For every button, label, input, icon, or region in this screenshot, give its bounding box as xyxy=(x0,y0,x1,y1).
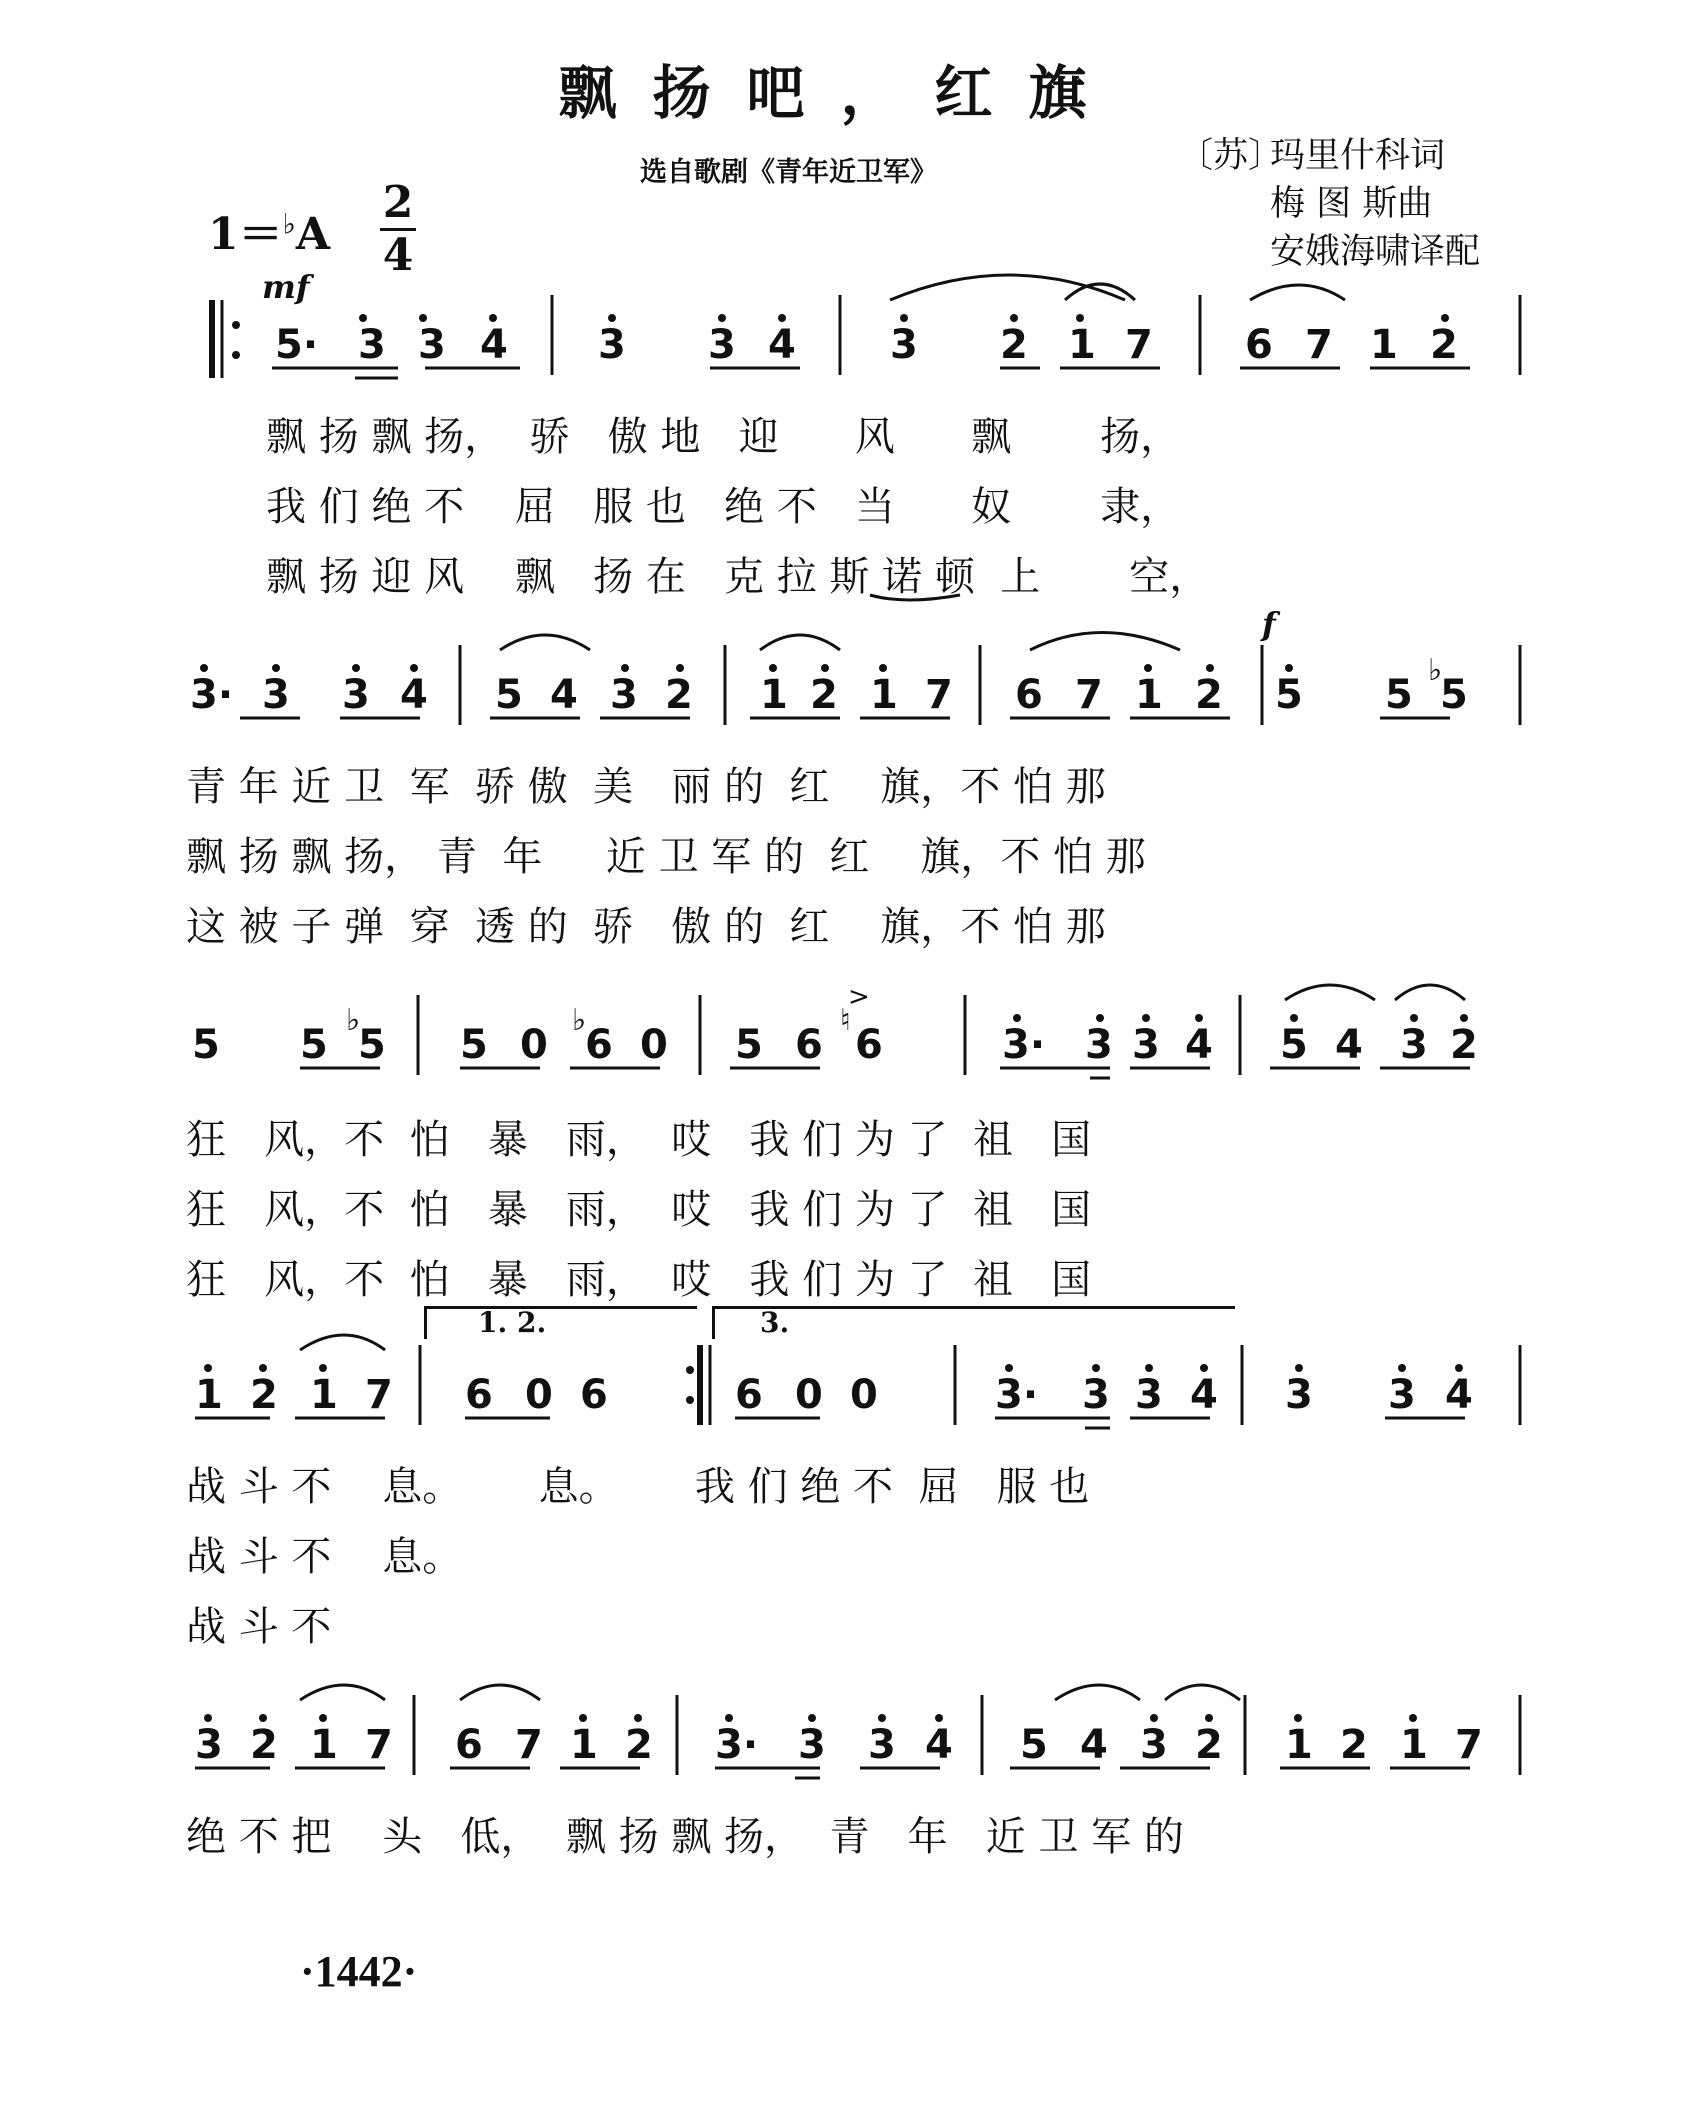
svg-text:5: 5 xyxy=(358,1022,386,1068)
key-signature: 1＝♭A xyxy=(208,207,330,260)
svg-text:3·: 3· xyxy=(190,672,234,718)
svg-text:4: 4 xyxy=(1190,1372,1218,1418)
svg-text:4: 4 xyxy=(768,322,796,368)
svg-text:0: 0 xyxy=(520,1022,548,1068)
svg-text:2: 2 xyxy=(665,672,693,718)
svg-text:4: 4 xyxy=(1185,1022,1213,1068)
second-ending-label: 3. xyxy=(760,1306,790,1339)
svg-text:5: 5 xyxy=(735,1022,763,1068)
translator-credit: 安娥海啸译配 xyxy=(1270,232,1481,272)
first-ending-label: 1. 2. xyxy=(478,1306,547,1339)
svg-text:6: 6 xyxy=(585,1022,613,1068)
svg-text:4: 4 xyxy=(1335,1022,1363,1068)
svg-text:5: 5 xyxy=(1020,1722,1048,1768)
time-signature: 2 4 xyxy=(380,180,416,279)
svg-text:3: 3 xyxy=(1400,1022,1428,1068)
svg-text:6: 6 xyxy=(735,1372,763,1418)
svg-text:3: 3 xyxy=(708,322,736,368)
svg-text:1: 1 xyxy=(1370,322,1398,368)
svg-text:0: 0 xyxy=(525,1372,553,1418)
svg-text:1: 1 xyxy=(310,1722,338,1768)
svg-text:5: 5 xyxy=(300,1022,328,1068)
svg-text:3: 3 xyxy=(1132,1022,1160,1068)
svg-text:3: 3 xyxy=(1285,1372,1313,1418)
svg-text:1: 1 xyxy=(1068,322,1096,368)
svg-text:2: 2 xyxy=(1000,322,1028,368)
svg-text:3: 3 xyxy=(262,672,290,718)
svg-text:7: 7 xyxy=(925,672,953,718)
svg-text:4: 4 xyxy=(1080,1722,1108,1768)
svg-text:6: 6 xyxy=(1015,672,1043,718)
svg-text:3: 3 xyxy=(1140,1722,1168,1768)
svg-text:3·: 3· xyxy=(715,1722,759,1768)
svg-text:1: 1 xyxy=(1135,672,1163,718)
svg-text:2: 2 xyxy=(250,1722,278,1768)
lyrics-line-3-3: 狂 风，不 怕 暴 雨， 哎 我 们 为 了 祖 国 xyxy=(186,1257,1092,1303)
svg-text:1: 1 xyxy=(1400,1722,1428,1768)
svg-text:5: 5 xyxy=(460,1022,488,1068)
lyrics-line-4-1: 战 斗 不 息。 息。 我 们 绝 不 屈 服 也 xyxy=(186,1464,1090,1510)
svg-text:3: 3 xyxy=(598,322,626,368)
lyrics-line-1-1: 飘 扬 飘 扬， 骄 傲 地 迎 风 飘 扬， xyxy=(266,414,1181,460)
svg-text:6: 6 xyxy=(1245,322,1273,368)
svg-text:5: 5 xyxy=(1275,672,1303,718)
svg-text:5: 5 xyxy=(495,672,523,718)
svg-text:0: 0 xyxy=(640,1022,668,1068)
svg-text:6: 6 xyxy=(795,1022,823,1068)
lyrics-line-4-2: 战 斗 不 息。 xyxy=(186,1534,463,1580)
svg-text:7: 7 xyxy=(515,1722,543,1768)
svg-text:3: 3 xyxy=(418,322,446,368)
svg-text:3: 3 xyxy=(610,672,638,718)
svg-text:2: 2 xyxy=(1430,322,1458,368)
svg-text:2: 2 xyxy=(625,1722,653,1768)
svg-text:3·: 3· xyxy=(1002,1022,1046,1068)
svg-text:3: 3 xyxy=(195,1722,223,1768)
lyrics-line-2-1: 青 年 近 卫 军 骄 傲 美 丽 的 红 旗，不 怕 那 xyxy=(186,764,1106,810)
svg-text:1: 1 xyxy=(870,672,898,718)
composer-credit: 梅 图 斯曲 xyxy=(1270,184,1433,224)
svg-text:3·: 3· xyxy=(995,1372,1039,1418)
svg-text:5·: 5· xyxy=(275,322,319,368)
svg-text:♭: ♭ xyxy=(346,1003,361,1038)
svg-text:♮: ♮ xyxy=(840,1003,851,1038)
svg-text:6: 6 xyxy=(455,1722,483,1768)
svg-text:7: 7 xyxy=(1305,322,1333,368)
svg-text:3: 3 xyxy=(1388,1372,1416,1418)
lyrics-line-4-3: 战 斗 不 xyxy=(186,1604,332,1650)
svg-text:3: 3 xyxy=(358,322,386,368)
lyrics-line-3-1: 狂 风，不 怕 暴 雨， 哎 我 们 为 了 祖 国 xyxy=(186,1117,1092,1163)
svg-text:3: 3 xyxy=(342,672,370,718)
svg-text:1: 1 xyxy=(195,1372,223,1418)
svg-text:3: 3 xyxy=(868,1722,896,1768)
svg-text:2: 2 xyxy=(1195,1722,1223,1768)
svg-text:5: 5 xyxy=(1280,1022,1308,1068)
svg-text:♭: ♭ xyxy=(572,1003,587,1038)
svg-text:6: 6 xyxy=(465,1372,493,1418)
svg-text:7: 7 xyxy=(365,1722,393,1768)
svg-text:2: 2 xyxy=(1340,1722,1368,1768)
svg-text:5: 5 xyxy=(192,1022,220,1068)
lyrics-line-1-3: 飘 扬 迎 风 飘 扬 在 克 拉 斯 诺 顿 上 空， xyxy=(266,554,1210,600)
svg-text:♭: ♭ xyxy=(1428,653,1443,688)
svg-text:2: 2 xyxy=(250,1372,278,1418)
svg-text:1: 1 xyxy=(570,1722,598,1768)
page-number: ·1442· xyxy=(300,1947,418,1996)
lyrics-line-1-2: 我 们 绝 不 屈 服 也 绝 不 当 奴 隶， xyxy=(266,484,1181,530)
svg-text:4: 4 xyxy=(400,672,428,718)
nationality: 〔苏〕 xyxy=(1178,136,1284,176)
svg-text:3: 3 xyxy=(1082,1372,1110,1418)
svg-text:2: 2 xyxy=(810,672,838,718)
svg-text:>: > xyxy=(848,982,870,1012)
source-note: 选自歌剧《青年近卫军》 xyxy=(640,157,937,188)
svg-text:6: 6 xyxy=(855,1022,883,1068)
svg-text:1: 1 xyxy=(310,1372,338,1418)
dynamic-mf: mf xyxy=(262,268,310,306)
svg-text:4: 4 xyxy=(550,672,578,718)
svg-text:5: 5 xyxy=(1385,672,1413,718)
svg-text:7: 7 xyxy=(1075,672,1103,718)
dynamic-f: f xyxy=(1262,605,1276,643)
svg-text:1: 1 xyxy=(760,672,788,718)
svg-text:3: 3 xyxy=(890,322,918,368)
svg-text:4: 4 xyxy=(480,322,508,368)
svg-text:7: 7 xyxy=(1455,1722,1483,1768)
lyrics-line-2-3: 这 被 子 弹 穿 透 的 骄 傲 的 红 旗，不 怕 那 xyxy=(186,904,1106,950)
svg-text:0: 0 xyxy=(795,1372,823,1418)
svg-text:6: 6 xyxy=(580,1372,608,1418)
svg-text:4: 4 xyxy=(1445,1372,1473,1418)
song-title: 飘扬吧，红旗 xyxy=(558,59,1123,127)
svg-text:5: 5 xyxy=(1440,672,1468,718)
svg-text:2: 2 xyxy=(1450,1022,1478,1068)
lyrics-line-5-1: 绝 不 把 头 低， 飘 扬 飘 扬， 青 年 近 卫 军 的 xyxy=(186,1814,1184,1860)
svg-text:2: 2 xyxy=(1195,672,1223,718)
svg-text:3: 3 xyxy=(798,1722,826,1768)
lyrics-line-2-2: 飘 扬 飘 扬， 青 年 近 卫 军 的 红 旗，不 怕 那 xyxy=(186,834,1146,880)
svg-text:0: 0 xyxy=(850,1372,878,1418)
svg-text:7: 7 xyxy=(365,1372,393,1418)
lyrics-line-3-2: 狂 风，不 怕 暴 雨， 哎 我 们 为 了 祖 国 xyxy=(186,1187,1092,1233)
svg-text:7: 7 xyxy=(1125,322,1153,368)
svg-text:4: 4 xyxy=(925,1722,953,1768)
svg-text:3: 3 xyxy=(1135,1372,1163,1418)
lyricist-credit: 玛里什科词 xyxy=(1270,136,1446,176)
svg-text:3: 3 xyxy=(1085,1022,1113,1068)
svg-text:1: 1 xyxy=(1285,1722,1313,1768)
